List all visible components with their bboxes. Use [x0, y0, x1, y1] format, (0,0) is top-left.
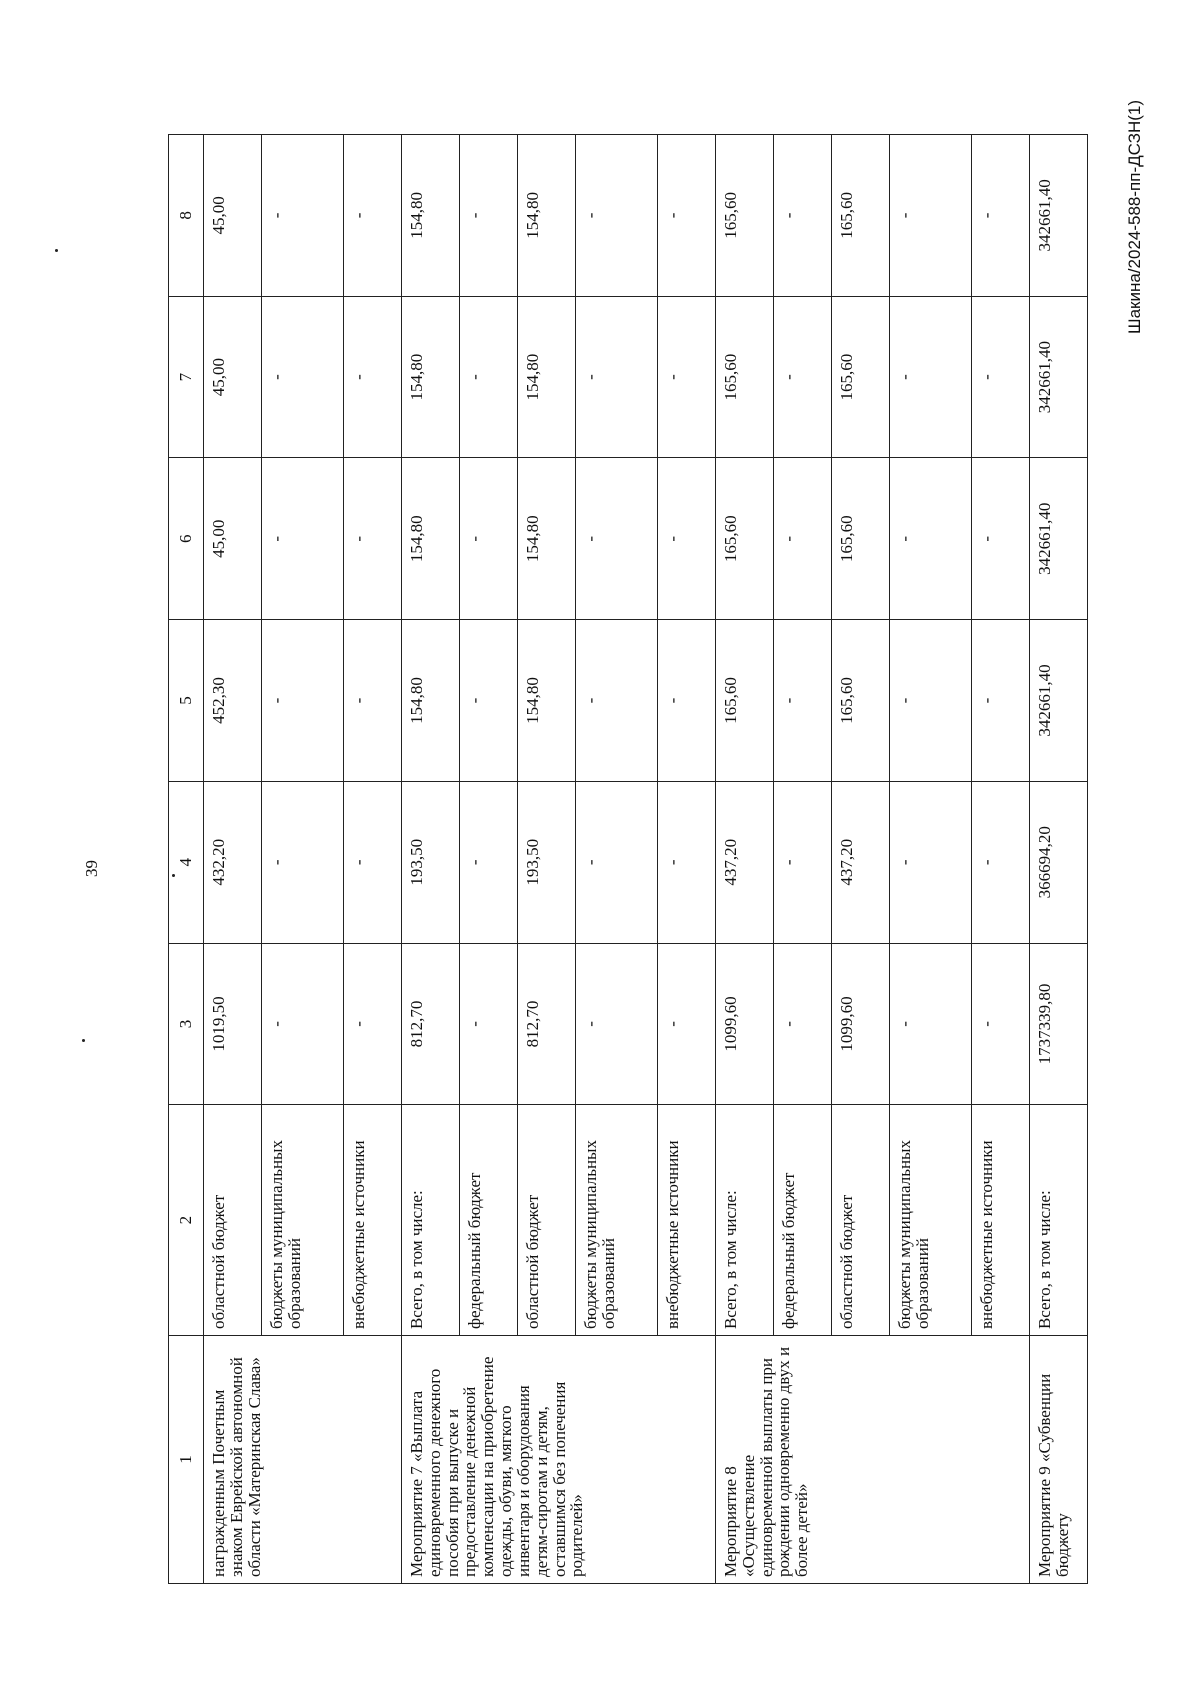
column-header: 1	[169, 1336, 204, 1584]
amount-cell: -	[459, 620, 517, 782]
amount-cell: 342661,40	[1029, 458, 1087, 620]
funding-source: федеральный бюджет	[459, 1105, 517, 1336]
amount-cell: 165,60	[831, 296, 889, 458]
funding-source: областной бюджет	[831, 1105, 889, 1336]
table-row	[203, 135, 261, 1584]
amount-cell: -	[657, 943, 715, 1105]
amount-cell: -	[657, 620, 715, 782]
amount-cell: -	[971, 135, 1029, 297]
funding-source: Всего, в том числе:	[401, 1105, 459, 1336]
column-header: 8	[169, 135, 204, 297]
amount-cell: 45,00	[203, 135, 261, 297]
document-code: Шакина/2024-588-пп-ДСЗН(1)	[1125, 99, 1144, 334]
amount-cell: 165,60	[831, 135, 889, 297]
amount-cell: -	[459, 135, 517, 297]
table-row	[401, 135, 459, 1584]
funding-source: внебюджетные источники	[971, 1105, 1029, 1336]
table-row	[715, 135, 773, 1584]
amount-cell: -	[343, 620, 401, 782]
amount-cell: -	[575, 781, 657, 943]
amount-cell: 165,60	[715, 458, 773, 620]
amount-cell: -	[261, 781, 343, 943]
funding-source: внебюджетные источники	[657, 1105, 715, 1336]
amount-cell: 154,80	[401, 135, 459, 297]
amount-cell: -	[773, 781, 831, 943]
amount-cell: 154,80	[401, 620, 459, 782]
amount-cell: -	[889, 296, 971, 458]
amount-cell: -	[575, 135, 657, 297]
amount-cell: -	[343, 135, 401, 297]
amount-cell: -	[575, 620, 657, 782]
amount-cell: 812,70	[401, 943, 459, 1105]
amount-cell: 45,00	[203, 296, 261, 458]
amount-cell: -	[889, 458, 971, 620]
amount-cell: 193,50	[517, 781, 575, 943]
column-header: 5	[169, 620, 204, 782]
amount-cell: -	[657, 296, 715, 458]
amount-cell: -	[889, 781, 971, 943]
amount-cell: 154,80	[401, 458, 459, 620]
funding-source: федеральный бюджет	[773, 1105, 831, 1336]
funding-source: областной бюджет	[517, 1105, 575, 1336]
amount-cell: 812,70	[517, 943, 575, 1105]
column-header: 2	[169, 1105, 204, 1336]
page-number: 39	[82, 860, 101, 877]
amount-cell: 165,60	[831, 620, 889, 782]
amount-cell: 1099,60	[715, 943, 773, 1105]
amount-cell: -	[773, 296, 831, 458]
amount-cell: 154,80	[517, 458, 575, 620]
amount-cell: -	[773, 135, 831, 297]
amount-cell: -	[657, 135, 715, 297]
amount-cell: 342661,40	[1029, 135, 1087, 297]
amount-cell: -	[459, 781, 517, 943]
amount-cell: 165,60	[715, 296, 773, 458]
funding-source: областной бюджет	[203, 1105, 261, 1336]
amount-cell: -	[773, 620, 831, 782]
amount-cell: -	[971, 620, 1029, 782]
amount-cell: -	[575, 943, 657, 1105]
amount-cell: 452,30	[203, 620, 261, 782]
amount-cell: -	[773, 458, 831, 620]
amount-cell: -	[261, 943, 343, 1105]
column-header: 3	[169, 943, 204, 1105]
amount-cell: 154,80	[517, 135, 575, 297]
amount-cell: 437,20	[831, 781, 889, 943]
amount-cell: -	[343, 781, 401, 943]
funding-source: бюджеты муниципальных образований	[261, 1105, 343, 1336]
amount-cell: -	[889, 943, 971, 1105]
measure-title: Мероприятие 8 «Осуществление единовременной выплаты при рождении одновременно двух и более детей»	[715, 1336, 1029, 1584]
amount-cell: -	[261, 458, 343, 620]
amount-cell: 366694,20	[1029, 781, 1087, 943]
scan-speck	[82, 1039, 85, 1042]
amount-cell: -	[889, 135, 971, 297]
measure-title: Мероприятие 7 «Выплата единовременного денежного пособия при выпуске и предоставление денежной компенсации на приобретение одежды, обуви, мягкого инвентаря и оборудования детям-сиротам и детям, оставшимся без попечения родителей»	[401, 1336, 715, 1584]
amount-cell: -	[657, 781, 715, 943]
amount-cell: -	[343, 943, 401, 1105]
amount-cell: 154,80	[401, 296, 459, 458]
column-header: 4	[169, 781, 204, 943]
amount-cell: -	[459, 458, 517, 620]
amount-cell: -	[971, 458, 1029, 620]
measure-title: награжденным Почетным знаком Еврейской автономной области «Материнская Слава»	[203, 1336, 401, 1584]
measure-title: Мероприятие 9 «Субвенции бюджету	[1029, 1336, 1087, 1584]
amount-cell: -	[575, 296, 657, 458]
scan-speck	[55, 249, 58, 252]
funding-source: бюджеты муниципальных образований	[889, 1105, 971, 1336]
amount-cell: -	[459, 296, 517, 458]
table-row	[1029, 135, 1087, 1584]
amount-cell: -	[261, 296, 343, 458]
amount-cell: -	[343, 296, 401, 458]
amount-cell: 45,00	[203, 458, 261, 620]
amount-cell: 165,60	[715, 135, 773, 297]
funding-source: внебюджетные источники	[343, 1105, 401, 1336]
amount-cell: -	[971, 781, 1029, 943]
amount-cell: -	[971, 296, 1029, 458]
table-body	[203, 135, 1087, 1584]
amount-cell: -	[889, 620, 971, 782]
amount-cell: 342661,40	[1029, 620, 1087, 782]
amount-cell: 1737339,80	[1029, 943, 1087, 1105]
amount-cell: 154,80	[517, 620, 575, 782]
amount-cell: -	[343, 458, 401, 620]
funding-source: Всего, в том числе:	[1029, 1105, 1087, 1336]
amount-cell: 432,20	[203, 781, 261, 943]
amount-cell: 165,60	[831, 458, 889, 620]
amount-cell: 342661,40	[1029, 296, 1087, 458]
funding-table	[168, 134, 1088, 1584]
column-header: 6	[169, 458, 204, 620]
funding-source: бюджеты муниципальных образований	[575, 1105, 657, 1336]
amount-cell: 193,50	[401, 781, 459, 943]
amount-cell: -	[261, 135, 343, 297]
amount-cell: 1019,50	[203, 943, 261, 1105]
amount-cell: 437,20	[715, 781, 773, 943]
amount-cell: 1099,60	[831, 943, 889, 1105]
funding-source: Всего, в том числе:	[715, 1105, 773, 1336]
amount-cell: -	[971, 943, 1029, 1105]
amount-cell: -	[575, 458, 657, 620]
amount-cell: 154,80	[517, 296, 575, 458]
amount-cell: 165,60	[715, 620, 773, 782]
column-header: 7	[169, 296, 204, 458]
header-row	[169, 135, 204, 1584]
amount-cell: -	[773, 943, 831, 1105]
amount-cell: -	[459, 943, 517, 1105]
amount-cell: -	[657, 458, 715, 620]
amount-cell: -	[261, 620, 343, 782]
